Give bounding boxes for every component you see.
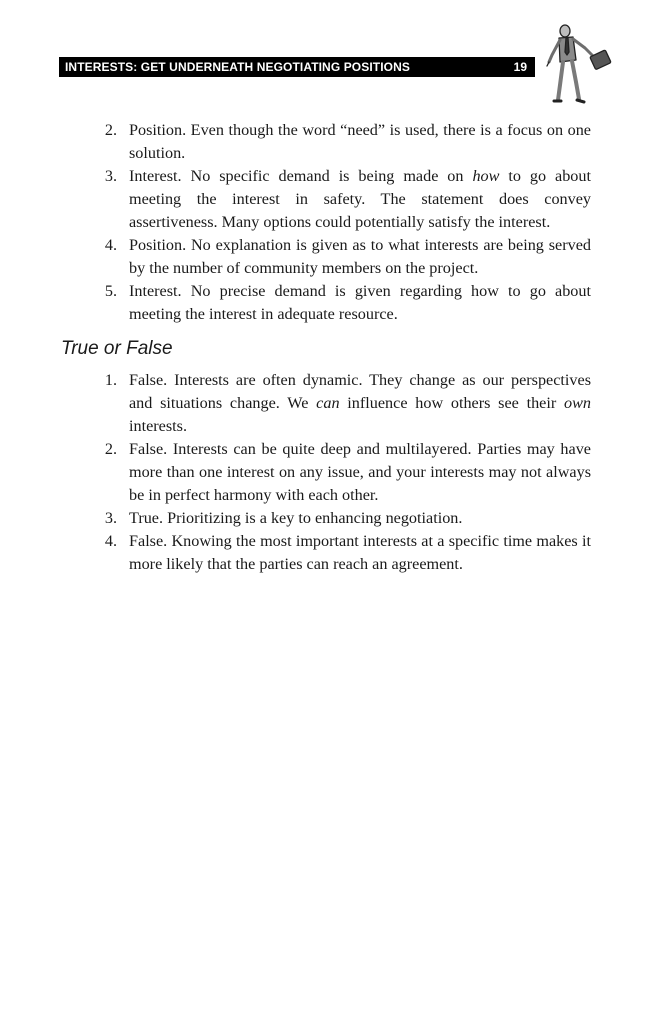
list-item xyxy=(95,530,591,576)
item-number: 1. xyxy=(104,371,117,389)
list-item xyxy=(95,119,591,165)
item-number: 4. xyxy=(104,532,117,550)
businessman-with-briefcase-icon xyxy=(543,22,617,108)
item-text: False. Knowing the most important interests at a specific time makes it more likely that the parties can reach an agreement. xyxy=(129,532,591,573)
section-heading: True or False xyxy=(61,338,173,359)
true-false-list xyxy=(95,369,591,576)
emphasis: how xyxy=(472,167,500,185)
item-number: 2. xyxy=(104,440,117,458)
list-item xyxy=(95,438,591,507)
list-item xyxy=(95,280,591,326)
list-item xyxy=(95,165,591,234)
answers-list xyxy=(95,119,591,326)
list-item xyxy=(95,507,591,530)
item-number: 4. xyxy=(104,236,117,254)
chapter-title: INTERESTS: GET UNDERNEATH NEGOTIATING POSITIONS xyxy=(65,60,410,74)
item-text: Position. No explanation is given as to what interests are being served by the number of community members on the project. xyxy=(129,236,591,277)
item-text: False. Interests are often dynamic. They change as our perspectives and situations change. We can influence how others see their own interests. xyxy=(129,371,592,435)
item-number: 3. xyxy=(104,509,117,527)
item-number: 5. xyxy=(104,282,117,300)
item-number: 3. xyxy=(104,167,117,185)
item-text: Position. Even though the word “need” is used, there is a focus on one solution. xyxy=(129,121,591,162)
emphasis: can xyxy=(316,394,340,412)
running-header xyxy=(59,57,535,77)
item-text: Interest. No precise demand is given regarding how to go about meeting the interest in adequate resource. xyxy=(129,282,591,323)
list-item xyxy=(95,369,591,438)
item-text: True. Prioritizing is a key to enhancing negotiation. xyxy=(129,509,463,527)
page-number: 19 xyxy=(513,60,527,74)
item-number: 2. xyxy=(104,121,117,139)
item-text: False. Interests can be quite deep and multilayered. Parties may have more than one interest on any issue, and your interests may not always be in perfect harmony with each other. xyxy=(129,440,591,504)
list-item xyxy=(95,234,591,280)
item-text: Interest. No specific demand is being made on how to go about meeting the interest in safety. The statement does convey assertiveness. Many options could potentially satisfy the interest. xyxy=(129,167,591,231)
emphasis: own xyxy=(564,394,592,412)
